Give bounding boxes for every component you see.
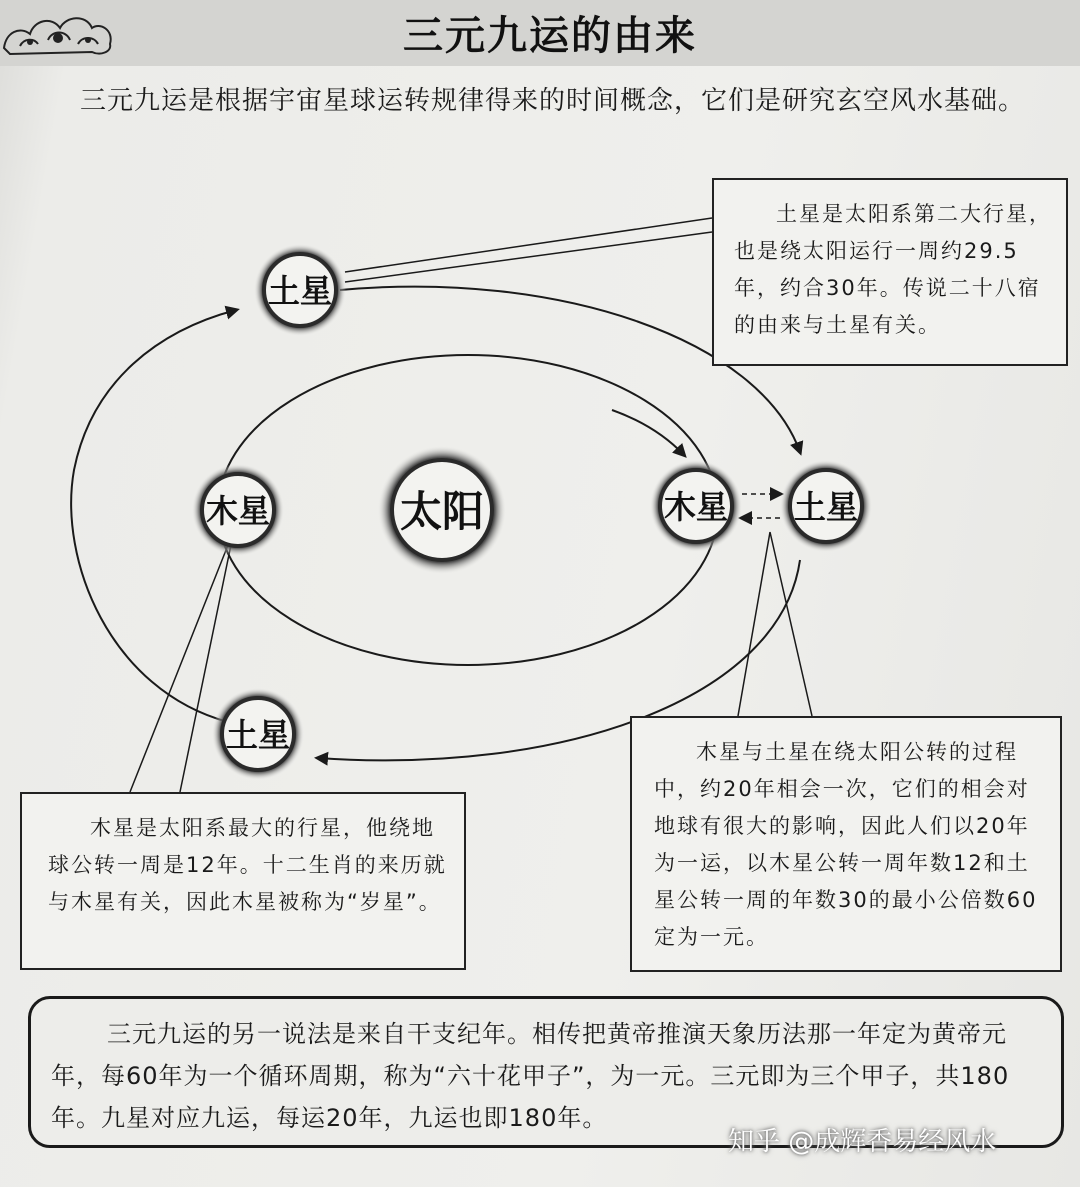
saturn-note-box xyxy=(712,178,1068,366)
jupiter-right-node xyxy=(650,460,742,552)
jupiter-orbit-arrow xyxy=(612,410,684,455)
conjunction-note-text: 木星与土星在绕太阳公转的过程中，约20年相会一次，它们的相会对地球有很大的影响，因此人们以20年为一运，以木星公转一周年数12和土星公转一周的年数30的最小公倍数60定为一元。 xyxy=(654,740,1038,949)
saturn-right-node xyxy=(780,460,872,552)
jupiter-note-text: 木星是太阳系最大的行星，他绕地球公转一周是12年。十二生肖的来历就与木星有关，因此木星被称为“岁星”。 xyxy=(48,816,447,914)
callout-saturn-line xyxy=(345,218,712,282)
saturn-right-label: 土星 xyxy=(793,488,859,526)
sun-node xyxy=(378,446,506,574)
sun-label: 太阳 xyxy=(399,487,485,536)
intro-paragraph: 三元九运是根据宇宙星球运转规律得来的时间概念，它们是研究玄空风水基础。 xyxy=(80,86,1026,116)
saturn-bottom-node xyxy=(212,688,304,780)
saturn-top-label: 土星 xyxy=(267,272,333,310)
saturn-bottom-label: 土星 xyxy=(225,716,291,754)
jupiter-note-box xyxy=(20,792,466,970)
jupiter-left-node xyxy=(192,464,284,556)
jupiter-right-label: 木星 xyxy=(663,488,729,526)
jupiter-left-label: 木星 xyxy=(205,492,271,530)
conjunction-note-box xyxy=(630,716,1062,972)
saturn-note-text: 土星是太阳系第二大行星，也是绕太阳运行一周约29.5年，约合30年。传说二十八宿的由来与土星有关。 xyxy=(734,202,1052,337)
page-title: 三元九运的由来 xyxy=(403,13,697,59)
saturn-top-node xyxy=(254,244,346,336)
watermark: 知乎 @成辉香易经风水 xyxy=(728,1127,997,1157)
bottom-note-text: 三元九运的另一说法是来自干支纪年。相传把黄帝推演天象历法那一年定为黄帝元年，每60年为一个循环周期，称为“六十花甲子”，为一元。三元即为三个甲子，共180年。九星对应九运，每运20年，九运也即180年。 xyxy=(51,1020,1010,1132)
